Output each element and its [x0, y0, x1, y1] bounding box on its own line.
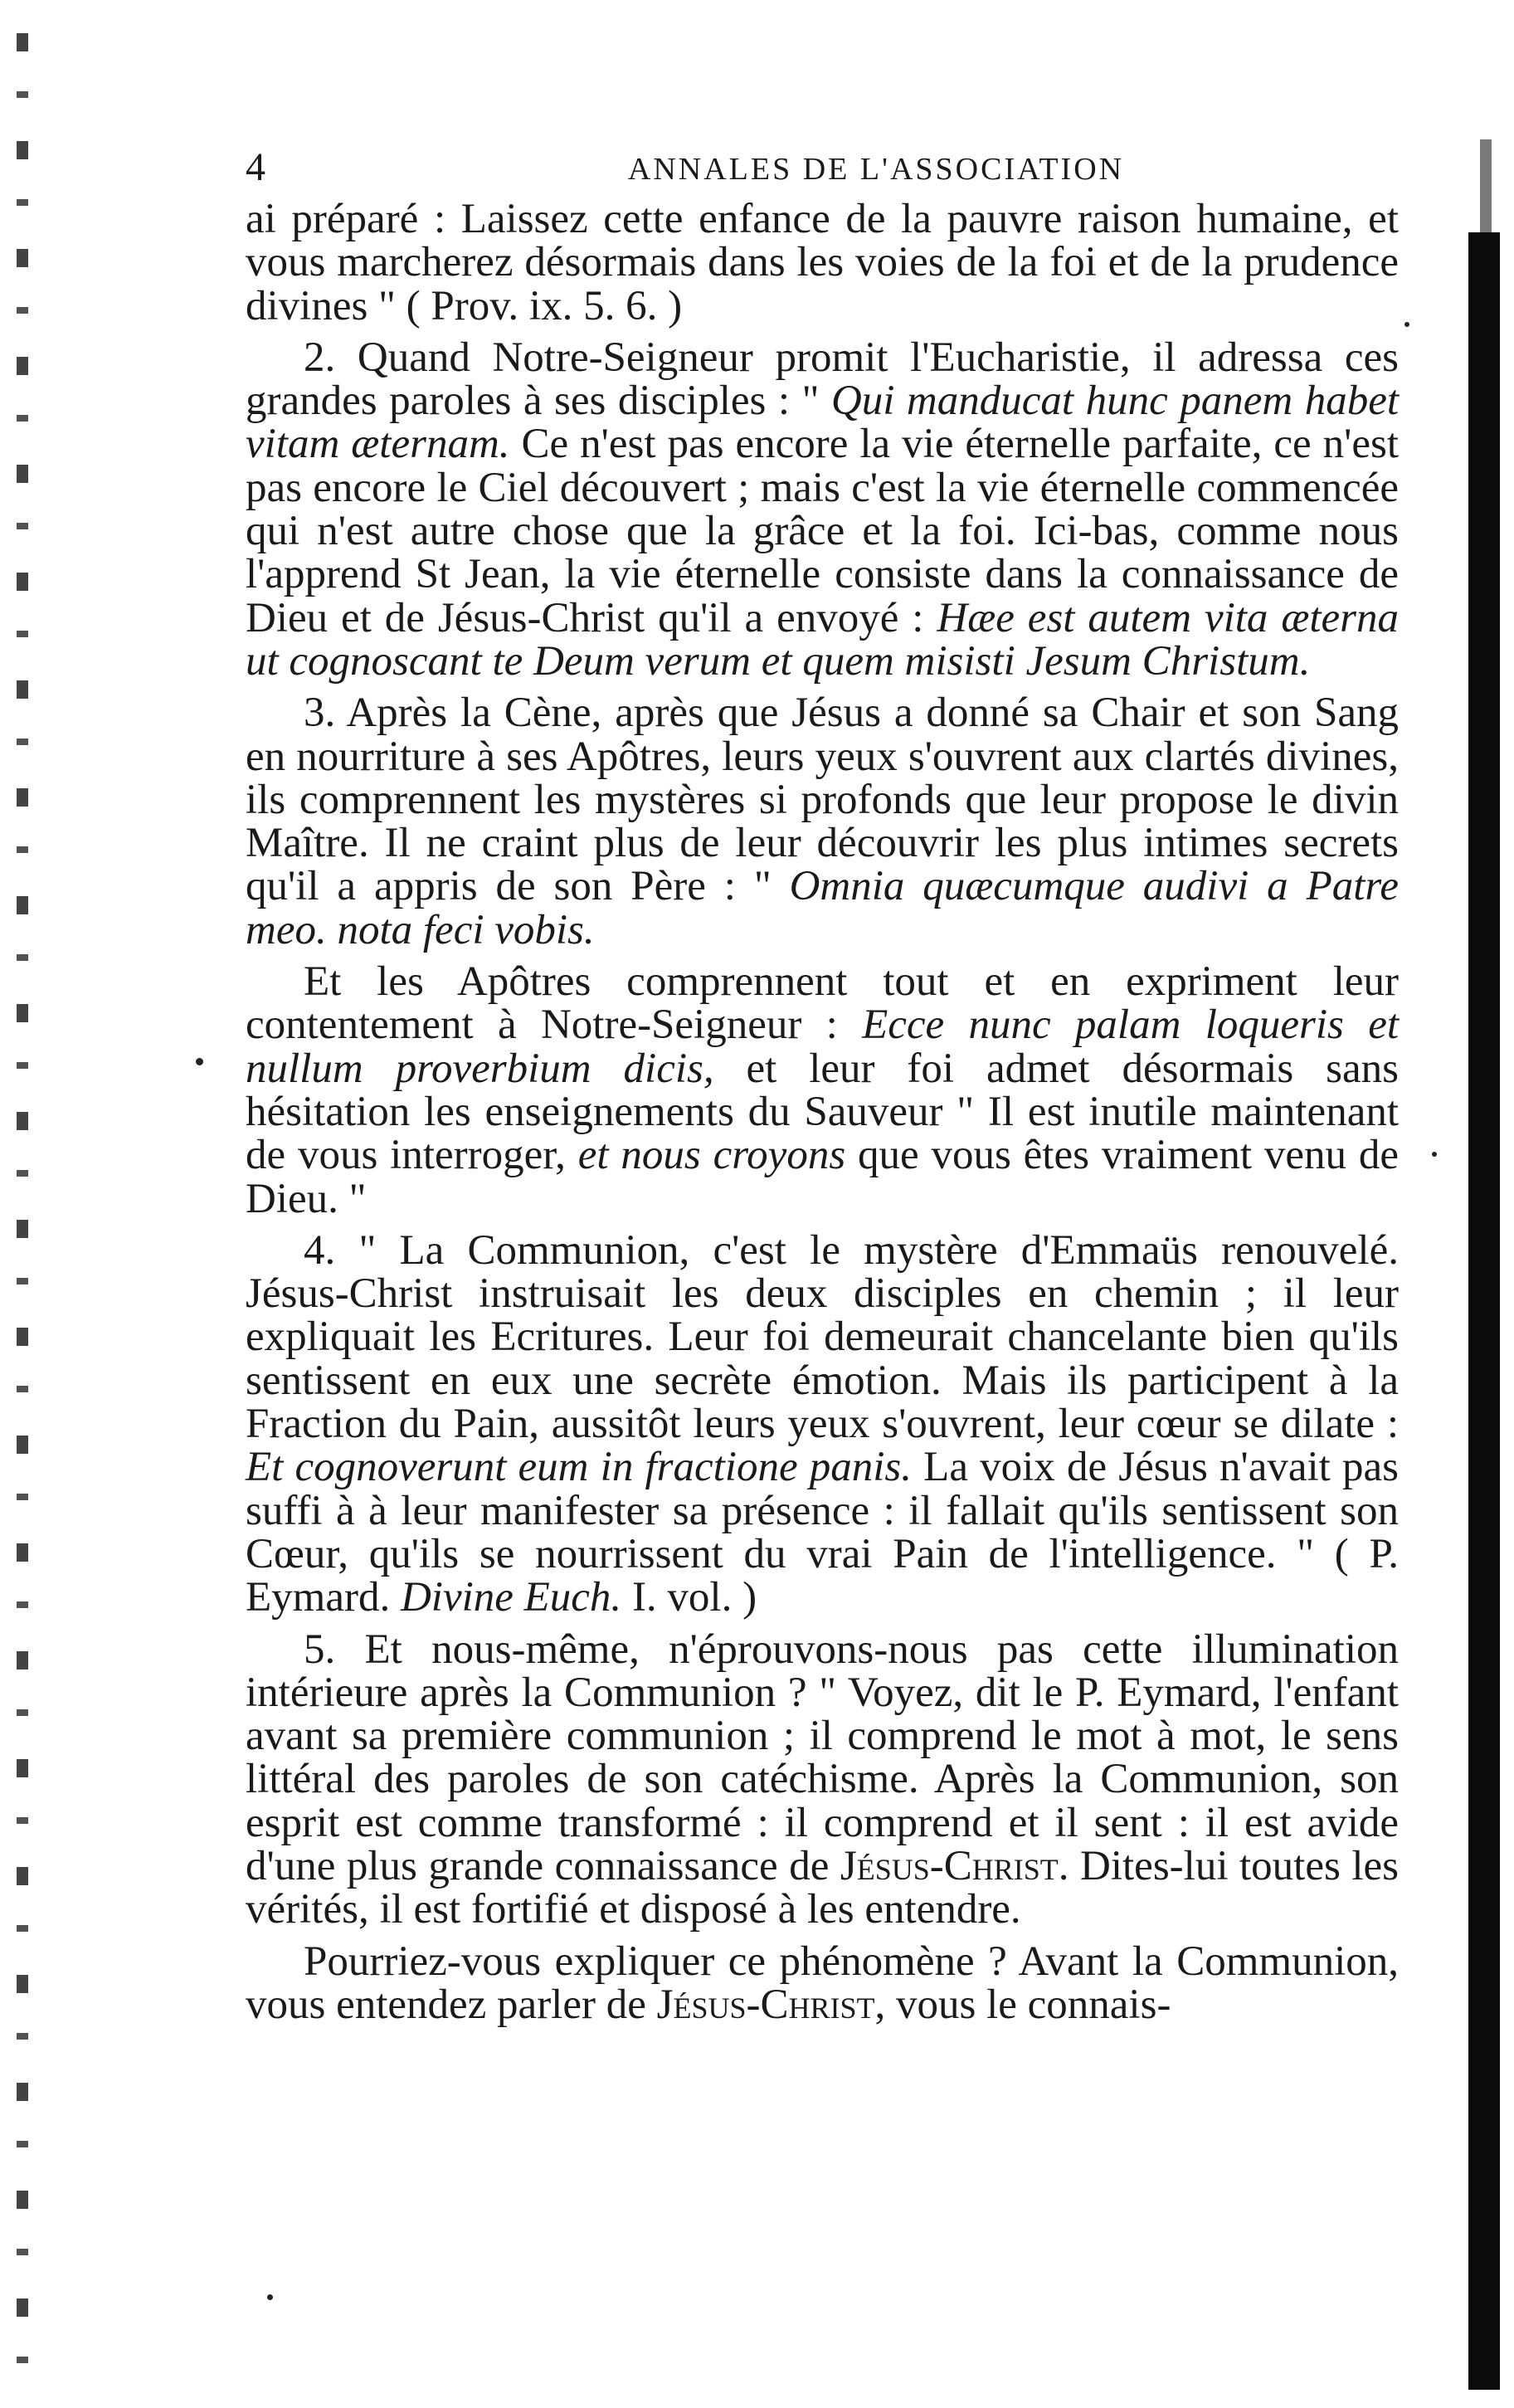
italic-latin-quote: Omnia quæcumque audivi a Patre meo. nota feci vobis.	[246, 863, 1399, 953]
italic-latin-quote: et nous croyons	[577, 1132, 846, 1179]
text-run: ai préparé : Laissez cette enfance de la pauvre raison humaine, et vous marcherez désormais dans les voies de la foi et de la prudence divines " ( Prov. ix. 5. 6. )	[246, 196, 1399, 329]
text-run: 5. Et nous-même, n'éprouvons-nous pas cette illumination intérieure après la Communion ? " Voyez, dit le P. Eymard, l'enfant avant sa première communion ; il comprend le mot à mot, le sens littéral des paroles de son catéchisme. Après la Communion, son esprit est comme transformé : il comprend et il sent : il est avide d'une plus grande connaissance de	[246, 1626, 1399, 1889]
body-text	[246, 197, 1399, 2026]
right-edge-scan-artifact-top	[1480, 0, 1492, 232]
paragraph	[246, 1940, 1399, 2027]
ink-speck	[1404, 322, 1409, 327]
text-run: , vous le connais-	[874, 1981, 1171, 2028]
ink-speck	[196, 1058, 203, 1065]
text-run: Ce n'est pas encore la vie éternelle parfaite, ce n'est pas encore le Ciel découvert ; mais c'est la vie éternelle commencée qui n'est autre chose que la grâce et la foi. Ici-bas, comme nous l'apprend St Jean, la vie éternelle consiste dans la connaissance de Dieu et de Jésus-Christ qu'il a envoyé :	[246, 421, 1399, 641]
text-run: 3. Après la Cène, après que Jésus a donné sa Chair et son Sang en nourriture à ses Apôtres, leurs yeux s'ouvrent aux clartés divines, ils comprennent les mystères si profonds que leur propose le divin Maître. Il ne craint plus de leur découvrir les plus intimes secrets qu'il a appris de son Père : "	[246, 690, 1399, 910]
text-run: Et les Apôtres comprennent tout et en expriment leur contentement à Notre-Seigneur :	[246, 958, 1399, 1049]
ink-speck	[267, 2294, 273, 2300]
text-run: I. vol. )	[621, 1574, 757, 1621]
text-run: et leur foi admet désormais sans hésitation les enseignements du Sauveur " Il est inutile maintenant de vous interroger,	[246, 1045, 1399, 1179]
paragraph	[246, 960, 1399, 1221]
italic-latin-quote: Hæe est autem vita æterna ut cognoscant te Deum verum et quem misisti Jesum Christum.	[246, 594, 1400, 685]
italic-latin-quote: Qui manducat hunc panem habet vitam æternam.	[246, 378, 1400, 468]
page-number: 4	[246, 145, 265, 189]
text-run: . Dites-lui toutes les vérités, il est fortifié et disposé à les entendre.	[246, 1842, 1399, 1933]
page-header	[246, 143, 1399, 193]
ink-speck	[1432, 1152, 1437, 1157]
left-margin-scan-artifact	[17, 33, 28, 2390]
right-edge-scan-artifact	[1468, 232, 1500, 2390]
small-caps-name: Jésus-Christ	[656, 1981, 875, 2028]
text-run: 4. " La Communion, c'est le mystère d'Emmaüs renouvelé. Jésus-Christ instruisait les deux disciples en chemin ; il leur expliquait les Ecritures. Leur foi demeurait chancelante bien qu'ils sentissent en eux une secrète émotion. Mais ils participent à la Fraction du Pain, aussitôt leurs yeux s'ouvrent, leur cœur se dilate :	[246, 1226, 1399, 1448]
small-caps-name: Jésus-Christ	[840, 1842, 1059, 1889]
italic-latin-quote: Et cognoverunt eum in fractione panis.	[246, 1444, 913, 1491]
italic-latin-quote: Ecce nunc palam loqueris et nullum proverbium dicis,	[246, 1002, 1399, 1092]
paragraph	[246, 336, 1399, 683]
paragraph	[246, 1628, 1399, 1932]
running-title: ANNALES DE L'ASSOCIATION	[627, 152, 1125, 187]
paragraph	[246, 1226, 1399, 1621]
text-run: que vous êtes vraiment venu de Dieu. "	[246, 1132, 1399, 1222]
paragraph	[246, 691, 1399, 952]
text-run: 2. Quand Notre-Seigneur promit l'Eucharistie, il adressa ces grandes paroles à ses disciples : "	[246, 334, 1399, 425]
italic-latin-quote: Divine Euch.	[400, 1574, 622, 1621]
paragraph	[246, 197, 1399, 328]
text-run: Pourriez-vous expliquer ce phénomène ? Avant la Communion, vous entendez parler de	[246, 1938, 1399, 2028]
text-run: La voix de Jésus n'avait pas suffi à à leur manifester sa présence : il fallait qu'ils sentissent son Cœur, qu'ils se nourrissent du vrai Pain de l'intelligence. " ( P. Eymard.	[246, 1444, 1399, 1621]
